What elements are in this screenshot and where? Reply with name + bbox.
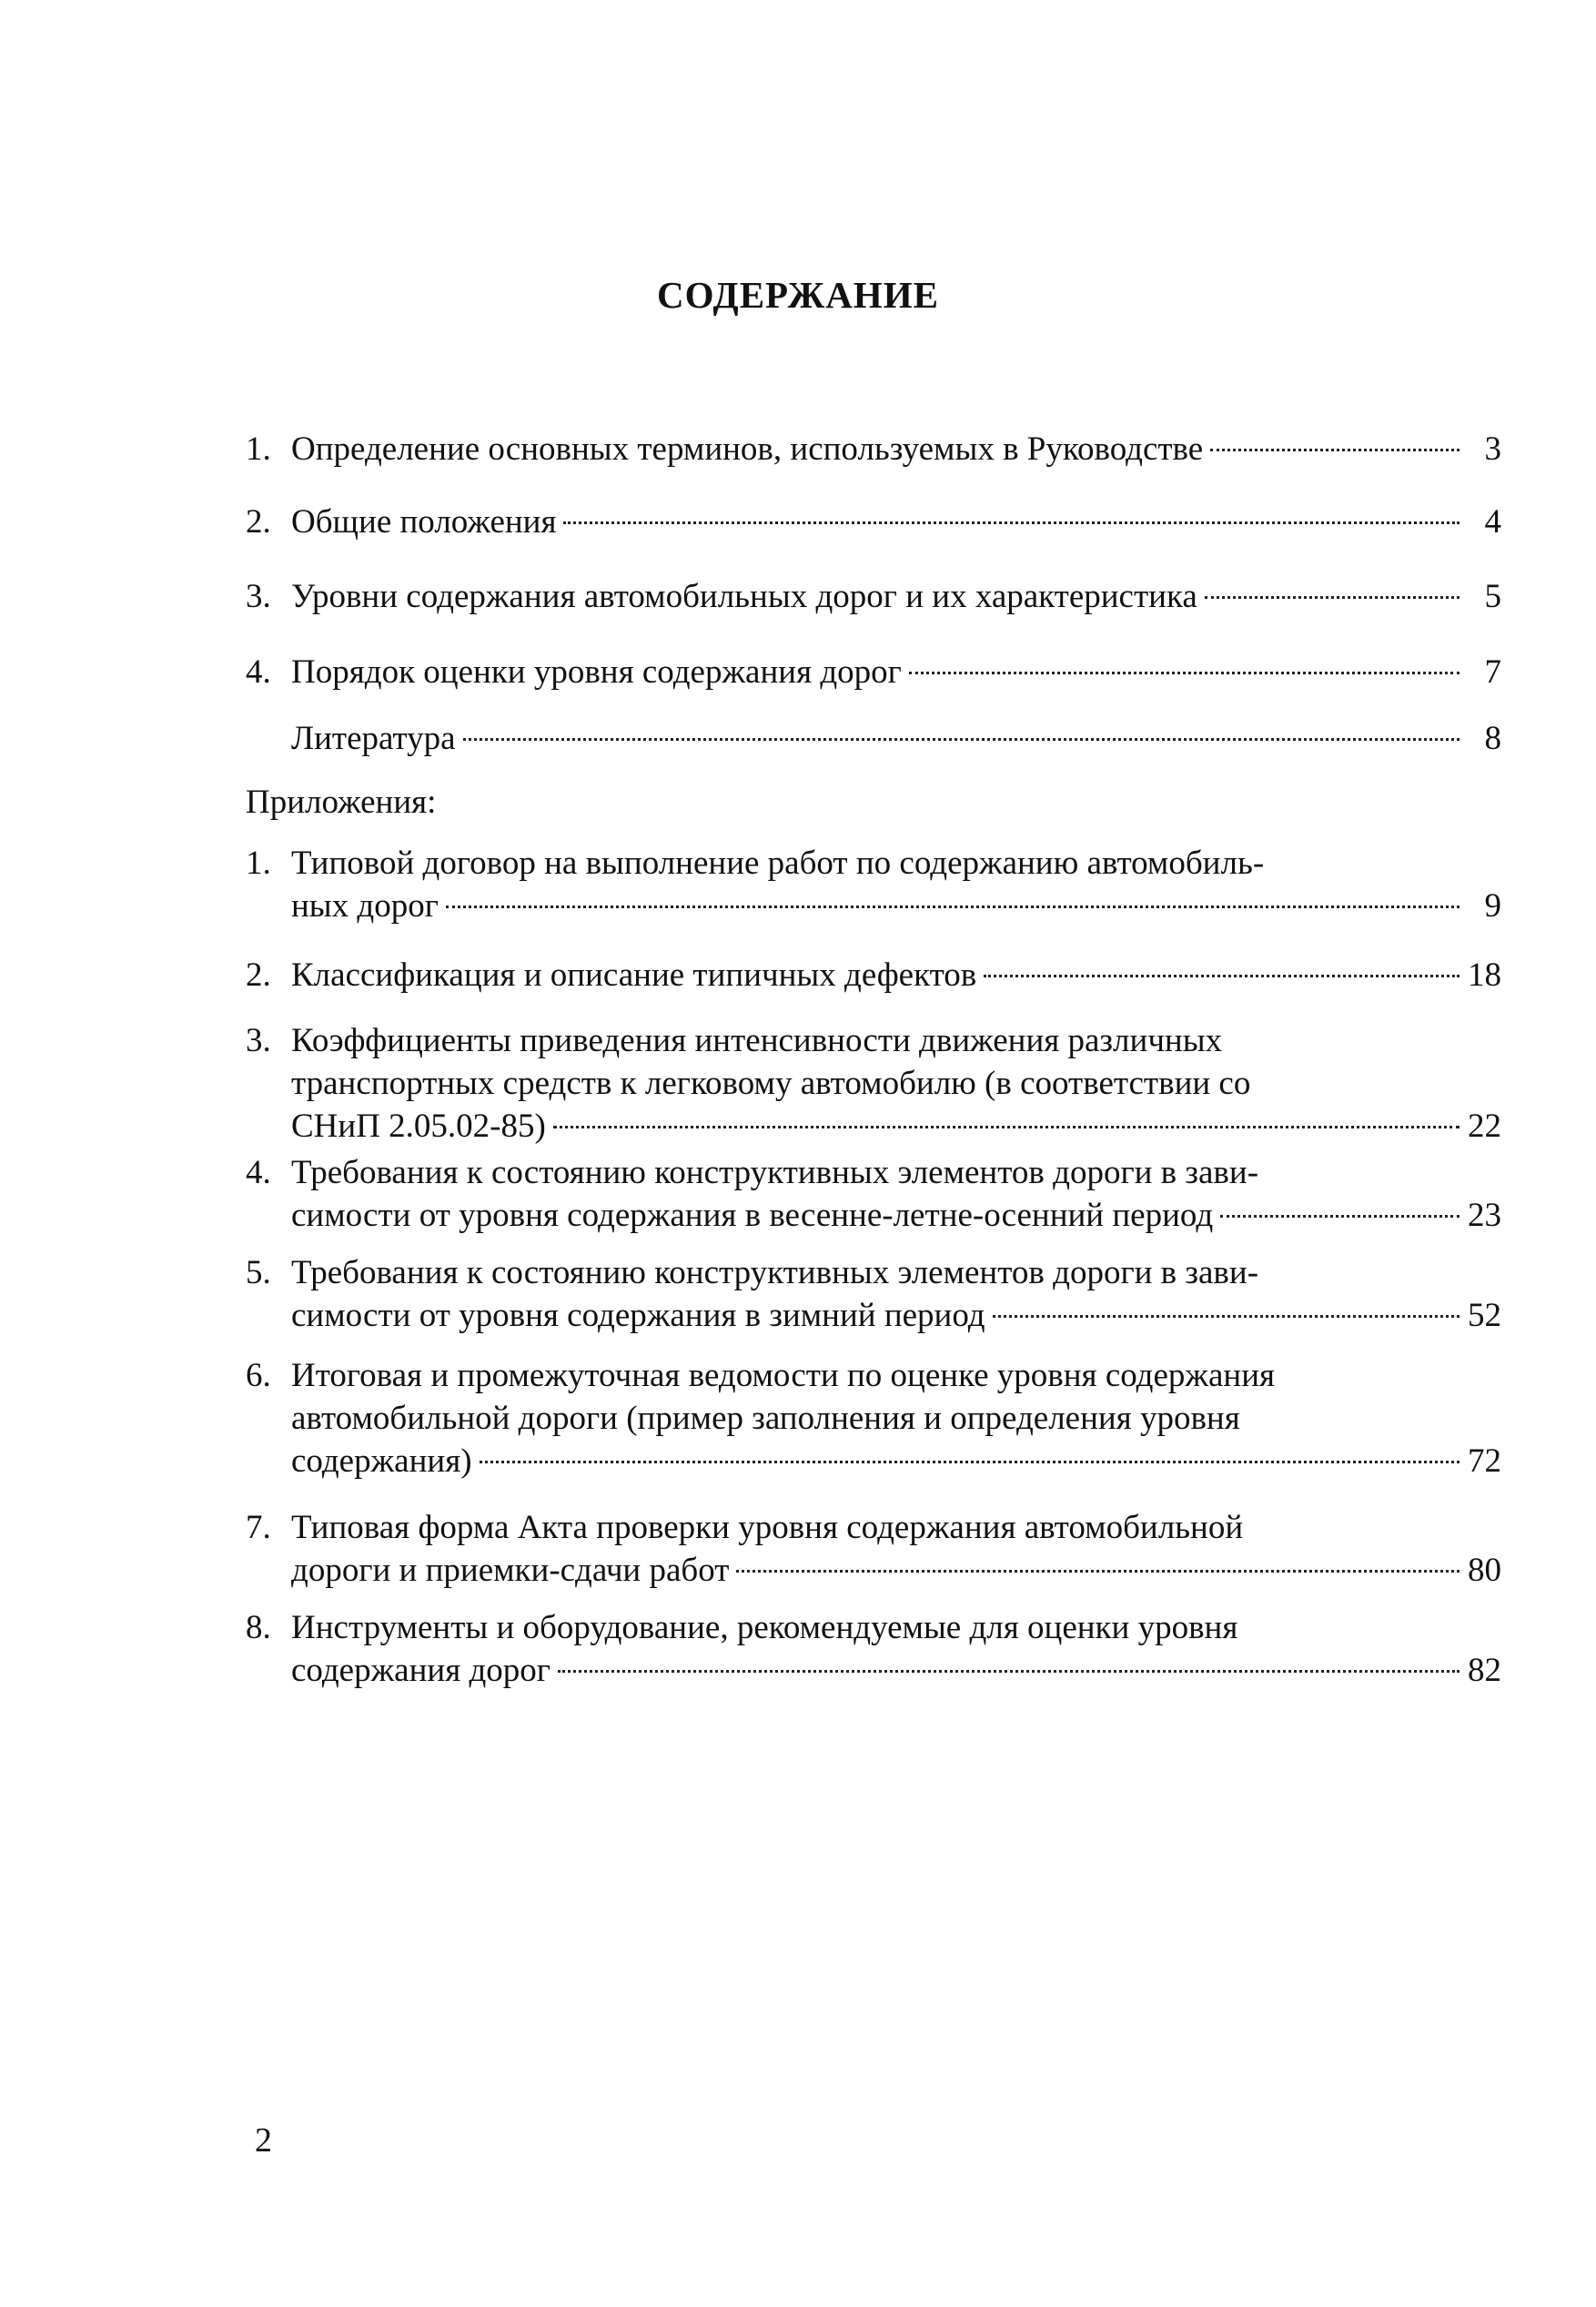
- toc-entry-body: [291, 717, 1501, 760]
- toc-entry-page: 3: [1484, 430, 1501, 468]
- toc-entry-last-line: [291, 1440, 1501, 1482]
- toc-entry-line: автомобильной дороги (пример заполнения и определения уровня: [291, 1400, 1240, 1437]
- toc-entry-page: 5: [1484, 578, 1501, 615]
- toc-entry-last-line: [291, 717, 1501, 760]
- toc-entry-title: Определение основных терминов, используемых в Руководстве: [291, 430, 1204, 468]
- toc-entry[interactable]: [246, 717, 1501, 760]
- dot-leader: [1220, 1215, 1460, 1218]
- toc-entry-number: 3.: [246, 578, 271, 615]
- toc-entry-title: СНиП 2.05.02-85): [291, 1108, 546, 1145]
- toc-entry-title: содержания дорог: [291, 1652, 551, 1689]
- toc-entry-title: симости от уровня содержания в весенне-летне-осенний период: [291, 1197, 1214, 1234]
- toc-entry-last-line: [291, 1105, 1501, 1148]
- toc-entry-title: Порядок оценки уровня содержания дорог: [291, 653, 902, 691]
- toc-entry-page: 9: [1484, 887, 1501, 925]
- toc-entry-page: 18: [1468, 956, 1501, 994]
- page-title: СОДЕРЖАНИЕ: [657, 274, 939, 316]
- toc-entry-number: 2.: [246, 503, 271, 541]
- dot-leader: [463, 738, 1460, 741]
- toc-entry-last-line: [291, 1194, 1501, 1237]
- toc-entry-page: 8: [1484, 720, 1501, 757]
- toc-entry-title: ных дорог: [291, 887, 439, 925]
- toc-entry-line: Требования к состоянию конструктивных элементов дороги в зави-: [291, 1254, 1259, 1291]
- toc-entry-last-line: [291, 575, 1501, 618]
- toc-entry[interactable]: [246, 954, 1501, 997]
- toc-entry[interactable]: [246, 651, 1501, 693]
- toc-entry-title: Классификация и описание типичных дефектов: [291, 956, 977, 994]
- toc-entry[interactable]: [246, 1019, 1501, 1148]
- toc-entry-last-line: [291, 954, 1501, 997]
- toc-entry-title: Уровни содержания автомобильных дорог и их характеристика: [291, 578, 1197, 615]
- toc-entry-last-line: [291, 1549, 1501, 1592]
- dot-leader: [993, 1315, 1460, 1318]
- toc-entry-line: Требования к состоянию конструктивных элементов дороги в зави-: [291, 1154, 1259, 1191]
- toc-entry-title: дороги и приемки-сдачи работ: [291, 1552, 730, 1589]
- toc-entry-last-line: [291, 501, 1501, 543]
- toc-entry-body: [291, 651, 1501, 693]
- toc-entry-body: [291, 1151, 1501, 1237]
- toc-entry-line: Коэффициенты приведения интенсивности движения различных: [291, 1022, 1223, 1059]
- toc-entry[interactable]: [246, 1151, 1501, 1237]
- toc-entry-number: 1.: [246, 430, 271, 468]
- toc-entry-number: 2.: [246, 956, 271, 994]
- toc-entry-page: 7: [1484, 653, 1501, 691]
- toc-entry-body: [291, 575, 1501, 618]
- dot-leader: [563, 521, 1460, 524]
- toc-entry-last-line: [291, 885, 1501, 927]
- toc-entry-page: 22: [1468, 1108, 1501, 1145]
- toc-entry-line: транспортных средств к легковому автомобилю (в соответствии со: [291, 1065, 1251, 1102]
- appendix-heading: Приложения:: [246, 784, 437, 821]
- dot-leader: [909, 672, 1460, 674]
- toc-entry-number: 7.: [246, 1509, 271, 1546]
- toc-entry-title: Общие положения: [291, 503, 557, 541]
- toc-entry-body: [291, 954, 1501, 997]
- toc-entry-line: Итоговая и промежуточная ведомости по оценке уровня содержания: [291, 1357, 1276, 1394]
- toc-entry[interactable]: [246, 428, 1501, 471]
- toc-entry-last-line: [291, 428, 1501, 471]
- toc-entry-number: 5.: [246, 1254, 271, 1291]
- toc-entry-page: 4: [1484, 503, 1501, 541]
- toc-entry-body: [291, 1506, 1501, 1592]
- toc-entry-body: [291, 1251, 1501, 1337]
- toc-entry-page: 23: [1468, 1197, 1501, 1234]
- dot-leader: [1205, 596, 1460, 599]
- dot-leader: [1210, 449, 1460, 451]
- toc-entry[interactable]: [246, 1354, 1501, 1482]
- toc-entry-body: [291, 1019, 1501, 1148]
- toc-entry-page: 52: [1468, 1297, 1501, 1334]
- toc-entry-title: содержания): [291, 1442, 472, 1480]
- toc-entry-title: Литература: [291, 720, 456, 757]
- toc-entry-page: 72: [1468, 1442, 1501, 1480]
- toc-entry-line: Типовая форма Акта проверки уровня содержания автомобильной: [291, 1509, 1244, 1546]
- toc-entry[interactable]: [246, 1506, 1501, 1592]
- page-number: 2: [255, 2121, 272, 2160]
- toc-entry-body: [291, 842, 1501, 927]
- toc-entry-body: [291, 1354, 1501, 1482]
- dot-leader: [736, 1570, 1460, 1573]
- toc-entry-title: симости от уровня содержания в зимний период: [291, 1297, 985, 1334]
- dot-leader: [553, 1126, 1460, 1128]
- toc-entry-number: 6.: [246, 1357, 271, 1394]
- dot-leader: [446, 906, 1460, 908]
- toc-entry-last-line: [291, 651, 1501, 693]
- toc-entry-body: [291, 1606, 1501, 1692]
- toc-entry[interactable]: [246, 1606, 1501, 1692]
- toc-entry-number: 4.: [246, 1154, 271, 1191]
- dot-leader: [558, 1670, 1460, 1673]
- toc-entry-page: 82: [1468, 1652, 1501, 1689]
- toc-entry-last-line: [291, 1649, 1501, 1692]
- toc-entry[interactable]: [246, 575, 1501, 618]
- dot-leader: [984, 975, 1460, 977]
- toc-entry[interactable]: [246, 501, 1501, 543]
- dot-leader: [480, 1461, 1460, 1463]
- toc-entry-last-line: [291, 1294, 1501, 1337]
- toc-entry[interactable]: [246, 842, 1501, 927]
- toc-entry-body: [291, 428, 1501, 471]
- toc-entry-number: 1.: [246, 845, 271, 882]
- toc-entry-number: 4.: [246, 653, 271, 691]
- toc-entry-number: 8.: [246, 1609, 271, 1646]
- toc-entry-number: 3.: [246, 1022, 271, 1059]
- toc-entry-page: 80: [1468, 1552, 1501, 1589]
- toc-entry-line: Инструменты и оборудование, рекомендуемые для оценки уровня: [291, 1609, 1238, 1646]
- toc-entry-body: [291, 501, 1501, 543]
- toc-entry-line: Типовой договор на выполнение работ по содержанию автомобиль-: [291, 845, 1265, 882]
- toc-entry[interactable]: [246, 1251, 1501, 1337]
